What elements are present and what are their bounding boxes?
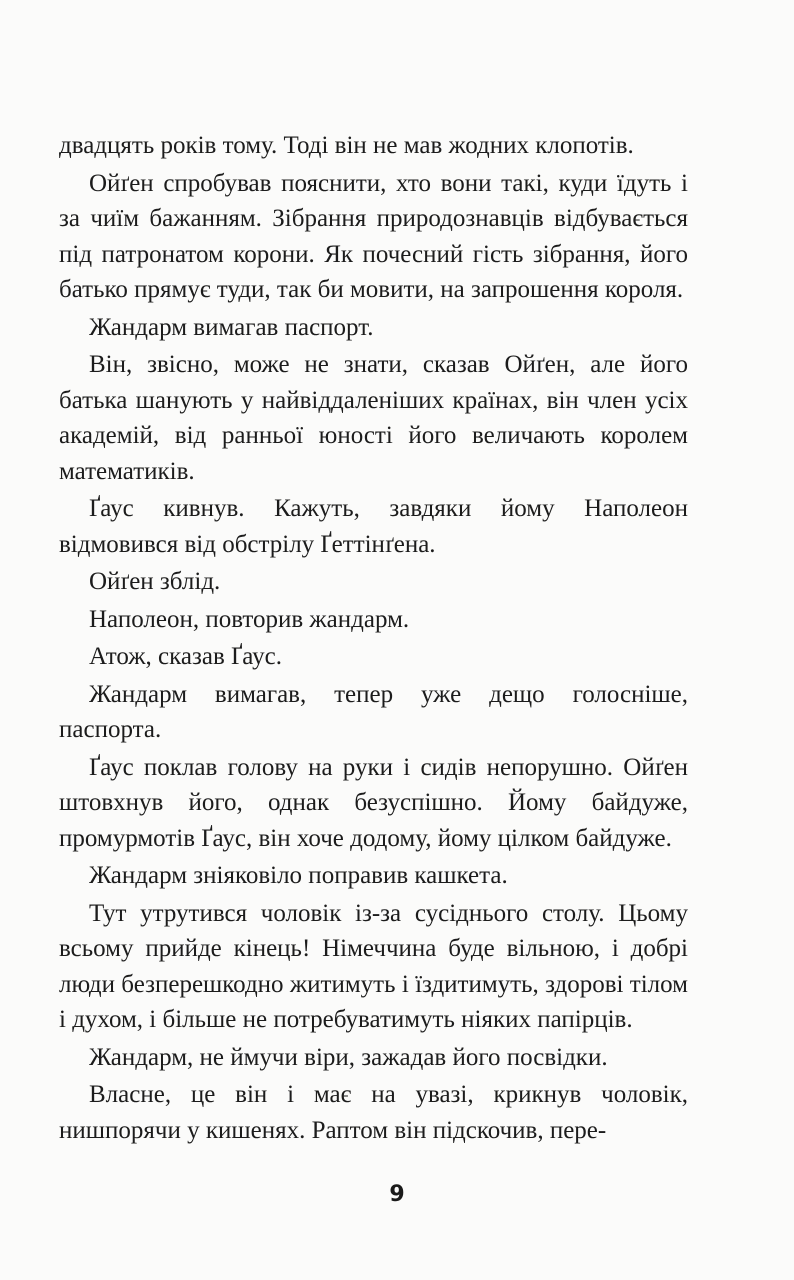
paragraph-14: Власне, це він і має на увазі, крикнув чоловік, нишпорячи у кишенях. Раптом він підскочив, пере- xyxy=(59,1081,688,1144)
paragraph-13: Жандарм, не ймучи віри, зажадав його посвідки. xyxy=(89,1043,608,1071)
paragraph-12: Тут утрутився чоловік із-за сусіднього столу. Цьому всьому прийде кінець! Німеччина буде вільною, і добрі люди безперешкодно житимуть і їздитимуть, здорові тілом і духом, і більше не потребуватимуть ніяких папірців. xyxy=(59,899,688,1033)
paragraph-11: Жандарм зніяковіло поправив кашкета. xyxy=(89,862,508,889)
paragraph-2: Ойґен спробував пояснити, хто вони такі, куди їдуть і за чиїм бажанням. Зібрання природознавців відбувається під патронатом корони. Як почесний гість зібрання, його батько прямує туди, так би мовити, на запрошення короля. xyxy=(59,169,688,303)
paragraph-6: Ойґен зблід. xyxy=(89,568,221,595)
paragraph-8: Атож, сказав Ґаус. xyxy=(89,643,282,670)
paragraph-3: Жандарм вимагав паспорт. xyxy=(89,313,374,341)
paragraph-4: Він, звісно, може не знати, сказав Ойґен, але його батька шанують у найвіддаленіших країнах, він член усіх академій, від ранньої юності його величають королем математиків. xyxy=(59,351,688,485)
paragraph-10: Ґаус поклав голову на руки і сидів непорушно. Ойґен штовхнув його, однак безуспішно. Йому байдуже, промурмотів Ґаус, він хоче додому, йому цілком байдуже. xyxy=(59,753,688,852)
paragraph-9: Жандарм вимагав, тепер уже дещо голосніше, паспорта. xyxy=(59,680,688,743)
paragraph-1: двадцять років тому. Тоді він не мав жодних клопотів. xyxy=(59,132,634,159)
body-text xyxy=(59,128,688,1150)
page-number: 9 xyxy=(389,1182,405,1207)
paragraph-7: Наполеон, повторив жандарм. xyxy=(89,605,410,633)
paragraph-5: Ґаус кивнув. Кажуть, завдяки йому Наполеон відмовився від обстрілу Ґеттінґена. xyxy=(59,495,688,558)
